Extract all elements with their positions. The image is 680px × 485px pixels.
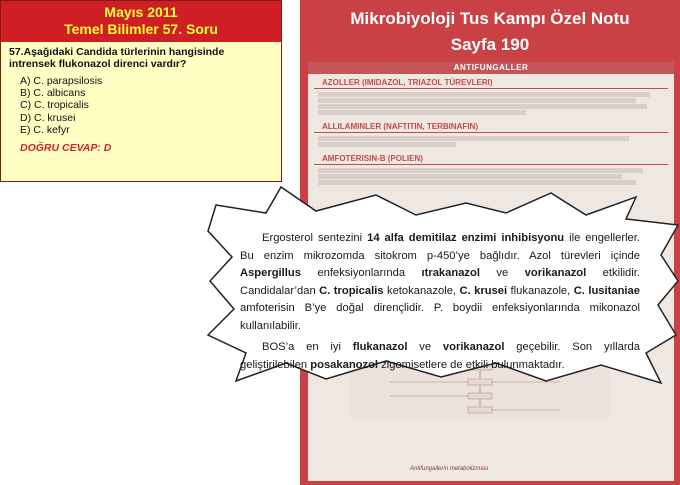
page-title: Mikrobiyoloji Tus Kampı Özel Notu	[350, 9, 630, 28]
question-text: 57.Aşağıdaki Candida türlerinin hangisinde intrensek flukonazol direnci vardır?	[9, 46, 225, 70]
zoom-callout	[206, 185, 680, 385]
option-d: D) C. krusei	[20, 111, 76, 124]
page-number: Sayfa 190	[450, 35, 530, 54]
text-span: Ergosterol sentezini	[262, 232, 368, 244]
text-span: enfeksiyonlarında	[300, 267, 422, 279]
bold-term: flukanazol	[352, 341, 408, 353]
option-c: C) C. tropicalis	[20, 99, 89, 112]
option-e: E) C. kefyr	[20, 123, 70, 136]
correct-answer: DOĞRU CEVAP: D	[20, 142, 112, 155]
section-allilaminler: ALLILAMINLER (NAFTITIN, TERBINAFIN)	[314, 118, 668, 133]
option-b: B) C. albicans	[20, 87, 86, 100]
text-span: ve	[407, 341, 443, 353]
text-span: amfoterisin B’ye doğal dirençlidir. P. boydii enfeksiyonlarında mikonazol kullanılabilir.	[240, 302, 640, 332]
bold-term: vorikanazol	[524, 267, 587, 279]
options-list	[1, 70, 281, 136]
page-header	[300, 0, 680, 58]
bold-term: posakanozol	[310, 358, 379, 371]
faded-text-block	[308, 89, 674, 118]
question-header	[1, 1, 281, 42]
bold-term: vorikanazol	[442, 341, 505, 353]
exam-date: Mayıs 2011	[104, 4, 178, 20]
text-span: zigomisetlere de etkili bulunmaktadır.	[378, 358, 565, 371]
text-span: etkilidir. Candidalar’dan	[240, 267, 640, 297]
callout-paragraph-1	[240, 230, 640, 335]
text-span: ve	[479, 267, 525, 279]
exam-question-number: Temel Bilimler 57. Soru	[64, 21, 218, 37]
bold-term: Aspergillus	[240, 267, 301, 279]
doc-title: ANTIFUNGALLER	[308, 62, 674, 74]
text-span: ile engellerler. Bu enzim mikrozomda sitokrom p-450’ye bağlıdır. Azol türevleri içinde	[240, 232, 640, 262]
text-span: flukanazole,	[507, 284, 574, 297]
diagram-caption: Antifungallerin metabolizması	[410, 466, 489, 472]
section-amfoterisin: AMFOTERISIN-B (POLIEN)	[314, 150, 668, 165]
bold-term: 14 alfa demitilaz enzimi inhibisyonu	[367, 232, 565, 244]
bold-term: C. lusitaniae	[573, 284, 640, 297]
bold-term: C. tropicalis	[319, 284, 384, 297]
callout-paragraph-2	[240, 339, 640, 374]
section-azoller: AZOLLER (IMIDAZOL, TRIAZOL TÜREVLERI)	[314, 74, 668, 89]
question-card	[0, 0, 282, 182]
bold-term: C. krusei	[459, 284, 508, 297]
bold-term: ıtrakanazol	[421, 267, 480, 279]
text-span: geçebilir. Son yıllarda geliştirilebilen	[240, 341, 641, 371]
callout-text	[240, 230, 640, 374]
text-span: ketokanazole,	[383, 284, 460, 297]
faded-text-block	[308, 133, 674, 150]
text-span: BOS’a en iyi	[262, 341, 353, 353]
option-a: A) C. parapsilosis	[20, 75, 103, 87]
